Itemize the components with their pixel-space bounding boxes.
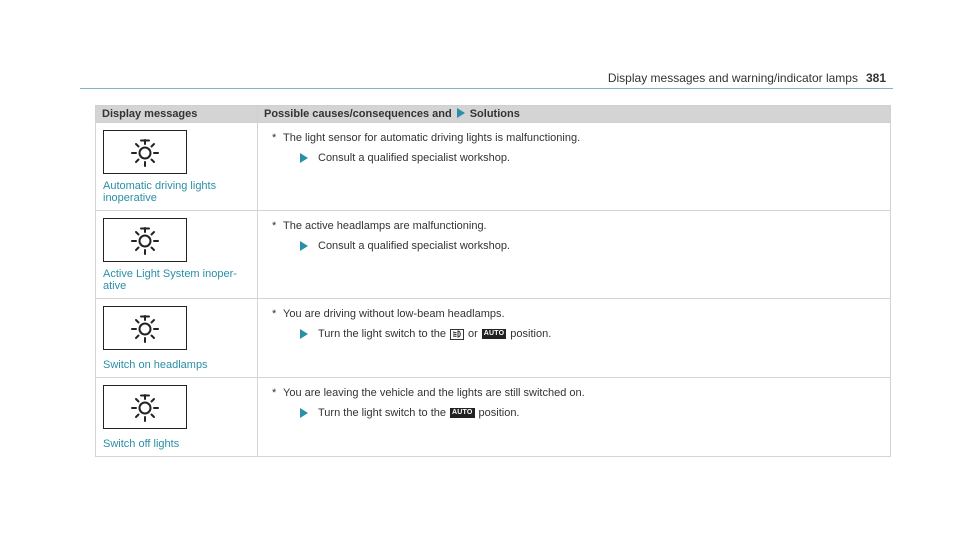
col-header-causes-solutions xyxy=(258,106,891,123)
auto-light-icon: AUTO xyxy=(483,330,505,337)
headlamp-light-icon xyxy=(103,218,187,262)
possible-cause: * You are driving without low-beam headlamps. xyxy=(272,308,505,320)
auto-light-icon: AUTO xyxy=(452,409,473,416)
page-number: 381 xyxy=(865,71,886,85)
header-rule xyxy=(80,88,893,89)
causes-label: Possible causes/consequences and xyxy=(264,108,452,120)
solution-step: Turn the light switch to the AUTO position. xyxy=(300,406,882,420)
low-beam-icon xyxy=(450,329,464,340)
possible-cause: * The light sensor for automatic driving lights is malfunctioning. xyxy=(272,132,581,144)
solution-step: Consult a qualified specialist workshop. xyxy=(300,151,882,165)
headlamp-light-icon xyxy=(103,306,187,350)
table-row xyxy=(96,299,891,378)
table-row xyxy=(96,378,891,457)
headlamp-light-icon xyxy=(103,130,187,174)
display-message-label: Automatic driving lights inoperative xyxy=(103,180,217,204)
display-message-label: Active Light System inoper-ative xyxy=(103,268,237,292)
table-row xyxy=(96,123,891,211)
section-title: Display messages and warning/indicator lamps xyxy=(607,71,858,85)
possible-cause: * The active headlamps are malfunctioning. xyxy=(272,220,487,232)
arrow-icon xyxy=(300,408,308,418)
display-messages-table xyxy=(95,105,891,457)
arrow-icon xyxy=(457,108,465,118)
col-header-display-messages: Display messages xyxy=(96,106,258,123)
table-row xyxy=(96,211,891,299)
page-header xyxy=(608,71,886,85)
display-message-label: Switch off lights xyxy=(103,438,180,450)
possible-cause: * You are leaving the vehicle and the lights are still switched on. xyxy=(272,387,585,399)
display-message-label: Switch on headlamps xyxy=(103,359,208,371)
arrow-icon xyxy=(300,241,308,251)
headlamp-light-icon xyxy=(103,385,187,429)
solution-step: Turn the light switch to the or AUTO position. xyxy=(300,327,882,341)
arrow-icon xyxy=(300,153,308,163)
solutions-label: Solutions xyxy=(469,108,520,120)
table-header-row xyxy=(96,106,891,123)
arrow-icon xyxy=(300,329,308,339)
solution-step: Consult a qualified specialist workshop. xyxy=(300,239,882,253)
